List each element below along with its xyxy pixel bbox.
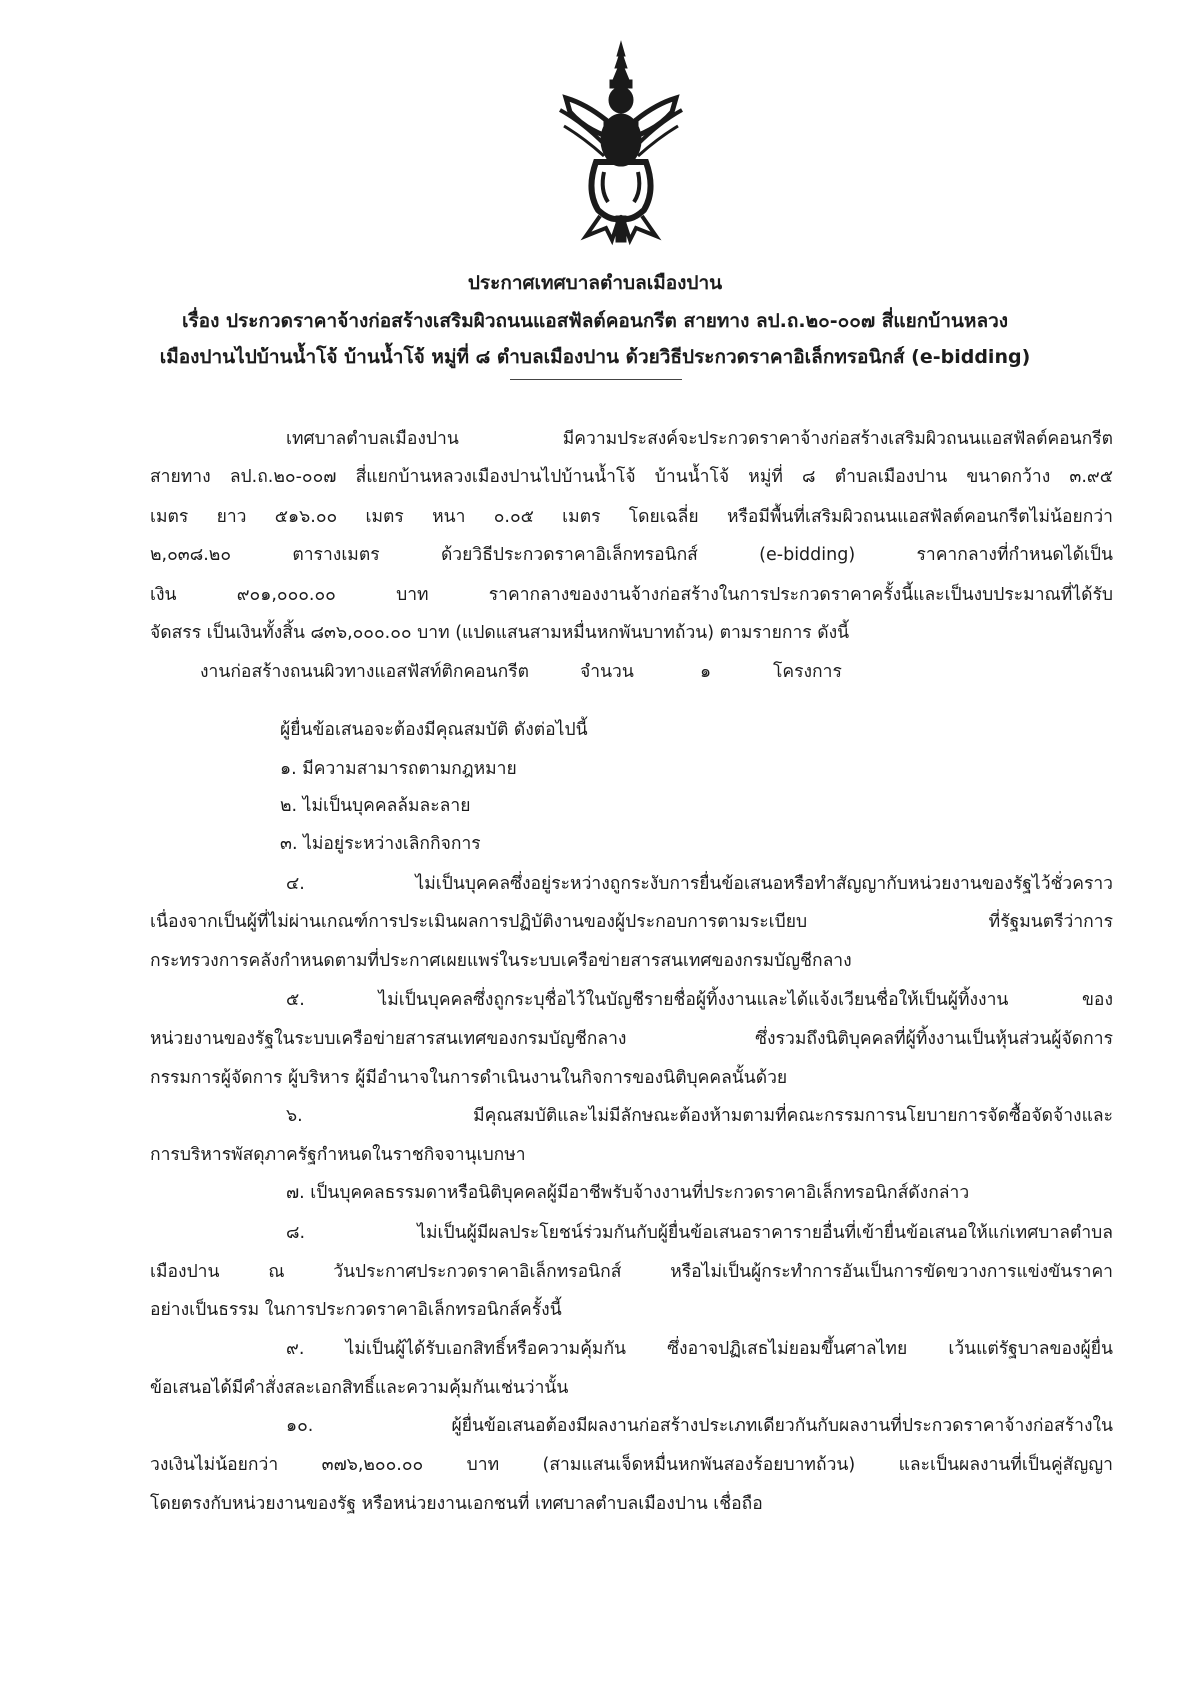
qualification-item: การบริหารพัสดุภาครัฐกำหนดในราชกิจจานุเบกษา: [150, 1145, 526, 1165]
qualification-item: อย่างเป็นธรรม ในการประกวดราคาอิเล็กทรอนิกส์ครั้งนี้: [150, 1300, 562, 1320]
work-item-qty: ๑: [700, 662, 712, 682]
qualification-item: โดยตรงกับหน่วยงานของรัฐ หรือหน่วยงานเอกชนที่ เทศบาลตำบลเมืองปาน เชื่อถือ: [150, 1494, 763, 1514]
qualifications-heading: ผู้ยื่นข้อเสนอจะต้องมีคุณสมบัติ ดังต่อไปนี้: [280, 720, 588, 740]
work-item-row: [200, 657, 842, 687]
work-item-name: งานก่อสร้างถนนผิวทางแอสฟัสท์ติกคอนกรีต: [200, 662, 529, 682]
qualification-item: ๕. ไม่เป็นบุคคลซึ่งถูกระบุชื่อไว้ในบัญชีรายชื่อผู้ทิ้งงานและได้แจ้งเวียนชื่อให้เป็นผู้ทิ้งงาน ของ: [286, 990, 1113, 1010]
subject-line-2: เมืองปานไปบ้านน้ำโจ้ บ้านน้ำโจ้ หมู่ที่ ๘ ตำบลเมืองปาน ด้วยวิธีประกวดราคาอิเล็กทรอนิกส์ (e-bidding): [159, 346, 1031, 368]
subject-line-1: เรื่อง ประกวดราคาจ้างก่อสร้างเสริมผิวถนนแอสฟัลต์คอนกรีต สายทาง ลป.ถ.๒๐-๐๐๗ สี่แยกบ้านหลวง: [181, 310, 1009, 332]
qualification-item: ๙. ไม่เป็นผู้ได้รับเอกสิทธิ์หรือความคุ้มกัน ซึ่งอาจปฏิเสธไม่ยอมขึ้นศาลไทย เว้นแต่รัฐบาลของผู้ยื่น: [286, 1339, 1113, 1359]
qualification-item: ๑๐. ผู้ยื่นข้อเสนอต้องมีผลงานก่อสร้างประเภทเดียวกันกับผลงานที่ประกวดราคาจ้างก่อสร้างใน: [286, 1416, 1113, 1436]
qualification-item: ๖. มีคุณสมบัติและไม่มีลักษณะต้องห้ามตามที่คณะกรรมการนโยบายการจัดซื้อจัดจ้างและ: [286, 1106, 1113, 1126]
qualification-item: ข้อเสนอได้มีคำสั่งสละเอกสิทธิ์และความคุ้มกันเช่นว่านั้น: [150, 1378, 569, 1398]
title-underline: [510, 379, 682, 380]
intro-line: เงิน ๙๐๑,๐๐๐.๐๐ บาท ราคากลางของงานจ้างก่อสร้างในการประกวดราคาครั้งนี้และเป็นงบประมาณที่ได้รับ: [150, 585, 1113, 605]
qualification-item: ๘. ไม่เป็นผู้มีผลประโยชน์ร่วมกันกับผู้ยื่นข้อเสนอราคารายอื่นที่เข้ายื่นข้อเสนอให้แก่เทศบาลตำบล: [286, 1223, 1113, 1243]
intro-line: จัดสรร เป็นเงินทั้งสิ้น ๘๓๖,๐๐๐.๐๐ บาท (แปดแสนสามหมื่นหกพันบาทถ้วน) ตามรายการ ดังนี้: [150, 623, 850, 643]
qualification-item: หน่วยงานของรัฐในระบบเครือข่ายสารสนเทศของกรมบัญชีกลาง ซึ่งรวมถึงนิติบุคคลที่ผู้ทิ้งงานเป็นหุ้นส่วนผู้จัดการ: [150, 1029, 1113, 1049]
qualification-item: เมืองปาน ณ วันประกาศประกวดราคาอิเล็กทรอนิกส์ หรือไม่เป็นผู้กระทำการอันเป็นการขัดขวางการแข่งขันราคา: [150, 1262, 1113, 1282]
intro-line: สายทาง ลป.ถ.๒๐-๐๐๗ สี่แยกบ้านหลวงเมืองปานไปบ้านน้ำโจ้ บ้านน้ำโจ้ หมู่ที่ ๘ ตำบลเมืองปาน ขนาดกว้าง ๓.๙๕: [150, 467, 1113, 487]
qualification-item: ๓. ไม่อยู่ระหว่างเลิกกิจการ: [280, 834, 481, 854]
qualification-item: ๒. ไม่เป็นบุคคลล้มละลาย: [280, 796, 471, 816]
work-item-unit: โครงการ: [773, 662, 842, 682]
work-item-qty-label: จำนวน: [580, 662, 634, 682]
qualification-item: ๑. มีความสามารถตามกฎหมาย: [280, 759, 517, 779]
intro-line: เมตร ยาว ๕๑๖.๐๐ เมตร หนา ๐.๐๕ เมตร โดยเฉลี่ย หรือมีพื้นที่เสริมผิวถนนแอสฟัลต์คอนกรีตไม่น้อยกว่า: [150, 507, 1113, 527]
announcement-title: ประกาศเทศบาลตำบลเมืองปาน: [467, 272, 723, 294]
qualification-item: ๗. เป็นบุคคลธรรมดาหรือนิติบุคคลผู้มีอาชีพรับจ้างงานที่ประกวดราคาอิเล็กทรอนิกส์ดังกล่าว: [286, 1183, 970, 1203]
qualification-item: กระทรวงการคลังกำหนดตามที่ประกาศเผยแพร่ในระบบเครือข่ายสารสนเทศของกรมบัญชีกลาง: [150, 951, 852, 971]
qualification-item: ๔. ไม่เป็นบุคคลซึ่งอยู่ระหว่างถูกระงับการยื่นข้อเสนอหรือทำสัญญากับหน่วยงานของรัฐไว้ชั่วคราว: [286, 874, 1113, 894]
intro-line: ๒,๐๓๘.๒๐ ตารางเมตร ด้วยวิธีประกวดราคาอิเล็กทรอนิกส์ (e-bidding) ราคากลางที่กำหนดได้เป็น: [150, 545, 1113, 565]
intro-line: เทศบาลตำบลเมืองปาน มีความประสงค์จะประกวดราคาจ้างก่อสร้างเสริมผิวถนนแอสฟัลต์คอนกรีต: [286, 429, 1113, 449]
qualification-item: เนื่องจากเป็นผู้ที่ไม่ผ่านเกณฑ์การประเมินผลการปฏิบัติงานของผู้ประกอบการตามระเบียบ ที่รัฐมนตรีว่าการ: [150, 912, 1113, 932]
qualification-item: วงเงินไม่น้อยกว่า ๓๗๖,๒๐๐.๐๐ บาท (สามแสนเจ็ดหมื่นหกพันสองร้อยบาทถ้วน) และเป็นผลงานที่เป็นคู่สัญญา: [150, 1455, 1113, 1475]
qualification-item: กรรมการผู้จัดการ ผู้บริหาร ผู้มีอำนาจในการดำเนินงานในกิจการของนิติบุคคลนั้นด้วย: [150, 1068, 788, 1088]
garuda-emblem-icon: [556, 40, 686, 250]
